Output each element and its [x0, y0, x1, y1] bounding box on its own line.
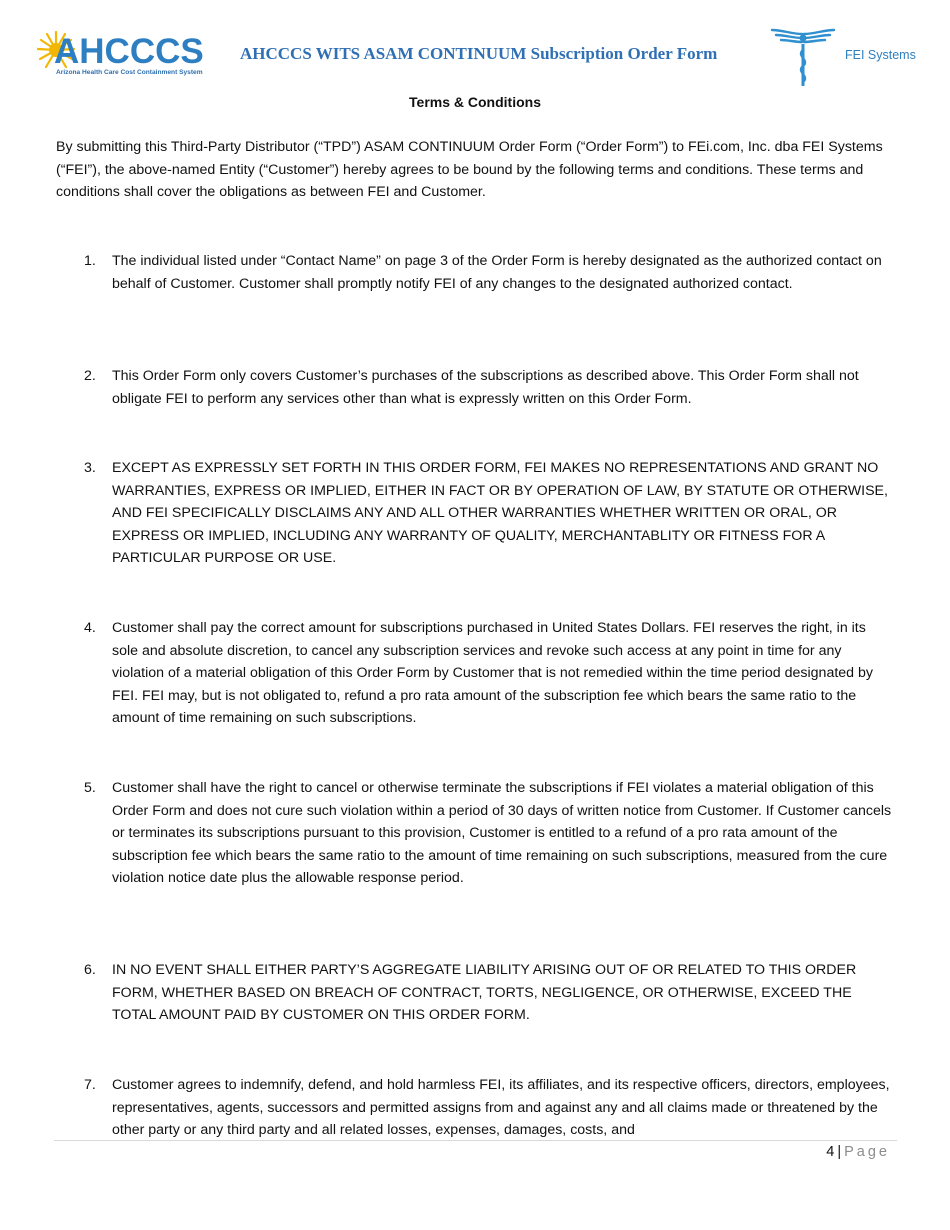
term-number: 7.: [84, 1077, 96, 1093]
term-text: Customer shall pay the correct amount for subscriptions purchased in United States Dollars. FEI reserves the right, in its sole and absolute discretion, to cancel any subscription services and revoke such access at any point in time for any violation of a material obligation of this Order Form by Customer that is not remedied within the time period designated by FEI. FEI may, but is not obligated to, refund a pro rata amount of the subscription fee which bears the same ratio to the amount of time remaining on such subscriptions.: [112, 620, 873, 726]
document-title: AHCCCS WITS ASAM CONTINUUM Subscription Order Form: [240, 44, 718, 63]
term-text: The individual listed under “Contact Name” on page 3 of the Order Form is hereby designated as the authorized contact on behalf of Customer. Customer shall promptly notify FEI of any changes to the designated authorized contact.: [112, 253, 882, 292]
page-separator: |: [837, 1144, 842, 1160]
intro-paragraph: By submitting this Third-Party Distributor (“TPD”) ASAM CONTINUUM Order Form (“Order Form”) to FEi.com, Inc. dba FEI Systems (“FEI”), the above-named Entity (“Customer”) hereby agrees to be bound by the following terms and conditions. These terms and conditions shall cover the obligations as between FEI and Customer.: [56, 139, 883, 200]
footer-divider: [54, 1140, 897, 1141]
ahcccs-logo: [36, 28, 216, 80]
term-text: This Order Form only covers Customer’s purchases of the subscriptions as described above. This Order Form shall not obligate FEI to perform any services other than what is expressly written on this Order Form.: [112, 368, 859, 407]
term-number: 2.: [84, 368, 96, 384]
page-number-footer: [826, 1144, 890, 1160]
term-text: IN NO EVENT SHALL EITHER PARTY’S AGGREGATE LIABILITY ARISING OUT OF OR RELATED TO THIS ORDER FORM, WHETHER BASED ON BREACH OF CONTRACT, TORTS, NEGLIGENCE, OR OTHERWISE, EXCEED THE TOTAL AMOUNT PAID BY CUSTOMER ON THIS ORDER FORM.: [112, 962, 857, 1023]
term-number: 6.: [84, 962, 96, 978]
ahcccs-wordmark: AHCCCS: [54, 32, 204, 71]
term-text: EXCEPT AS EXPRESSLY SET FORTH IN THIS ORDER FORM, FEI MAKES NO REPRESENTATIONS AND GRANT NO WARRANTIES, EXPRESS OR IMPLIED, EITHER IN FACT OR BY OPERATION OF LAW, BY STATUTE OR OTHERWISE, AND FEI SPECIFICALLY DISCLAIMS ANY AND ALL OTHER WARRANTIES WHETHER WRITTEN OR ORAL, OR EXPRESS OR IMPLIED, INCLUDING ANY WARRANTY OF QUALITY, MERCHANTABLITY OR FITNESS FOR A PARTICULAR PURPOSE OR USE.: [112, 460, 888, 566]
page-number: 4: [826, 1144, 835, 1160]
fei-systems-logo: [768, 26, 918, 88]
page-label: Page: [844, 1144, 890, 1160]
term-text: Customer agrees to indemnify, defend, and hold harmless FEI, its affiliates, and its respective officers, directors, employees, representatives, agents, successors and permitted assigns from and against any and all claims made or threatened by the other party or any third party and all related losses, expenses, damages, costs, and: [112, 1077, 890, 1138]
term-number: 5.: [84, 780, 96, 796]
term-number: 1.: [84, 253, 96, 269]
page-header: [0, 0, 950, 92]
term-number: 4.: [84, 620, 96, 636]
section-title: Terms & Conditions: [409, 94, 541, 110]
ahcccs-tagline: Arizona Health Care Cost Containment System: [56, 69, 203, 76]
fei-systems-wordmark: FEI Systems: [845, 48, 916, 62]
term-text: Customer shall have the right to cancel or otherwise terminate the subscriptions if FEI violates a material obligation of this Order Form and does not cure such violation within a period of 30 days of written notice from Customer. If Customer cancels or terminates its subscriptions pursuant to this provision, Customer is entitled to a refund of a pro rata amount of the subscription fee which bears the same ratio to the amount of time remaining on such subscriptions, measured from the cure violation notice date plus the allowable response period.: [112, 780, 892, 886]
caduceus-icon: [768, 26, 838, 88]
term-number: 3.: [84, 460, 96, 476]
